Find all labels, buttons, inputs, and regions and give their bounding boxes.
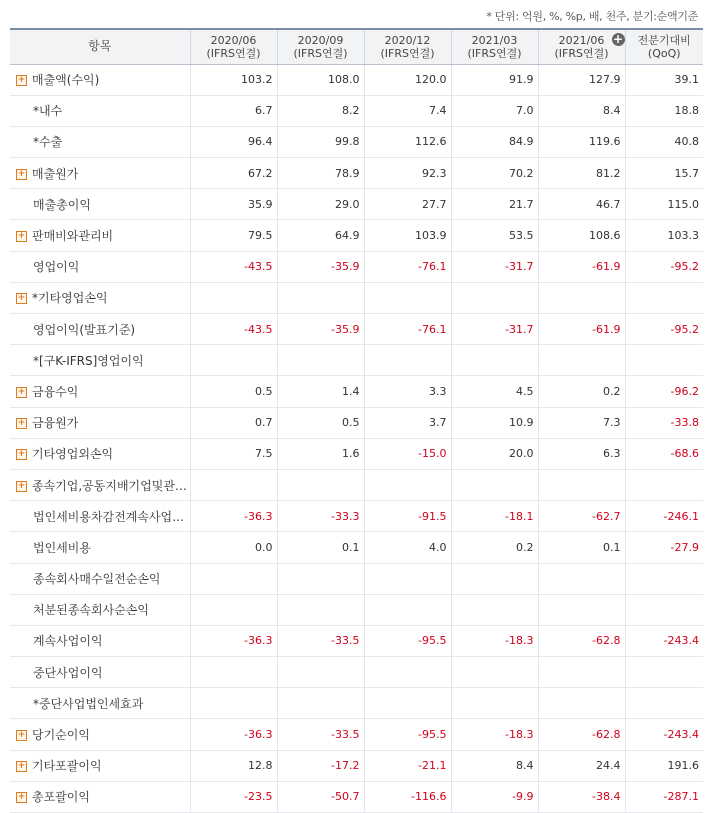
value-cell: 53.5: [451, 220, 538, 251]
value-cell: 70.2: [451, 158, 538, 189]
row-label: 법인세비용: [33, 540, 91, 555]
value-cell: -287.1: [625, 781, 703, 812]
expand-plus-icon[interactable]: +: [17, 480, 26, 491]
qoq-column-header: + 전분기대비 (QoQ): [625, 29, 703, 64]
value-cell: -95.5: [364, 625, 451, 656]
value-cell: -243.4: [625, 625, 703, 656]
value-cell: -36.3: [190, 719, 277, 750]
value-cell: 108.6: [538, 220, 625, 251]
value-cell: -76.1: [364, 251, 451, 282]
value-cell: 0.5: [190, 376, 277, 407]
value-cell: -95.5: [364, 719, 451, 750]
value-cell: 103.3: [625, 220, 703, 251]
row-label: 금융원가: [32, 416, 79, 431]
row-label: 법인세비용차감전계속사업…: [33, 509, 185, 524]
table-row: [10, 251, 703, 282]
financial-table-container: [10, 28, 703, 813]
value-cell: [190, 563, 277, 594]
table-row: [10, 750, 703, 781]
value-cell: [451, 282, 538, 313]
value-cell: 39.1: [625, 64, 703, 95]
value-cell: -62.8: [538, 625, 625, 656]
row-label-cell: [10, 126, 190, 157]
value-cell: -18.3: [451, 719, 538, 750]
value-cell: 99.8: [277, 126, 364, 157]
expand-plus-icon[interactable]: +: [17, 231, 26, 242]
table-row: [10, 469, 703, 500]
row-label: 기타포괄이익: [32, 759, 102, 774]
unit-note: * 단위: 억원, %, %p, 배, 천주, 분기:순액기준: [486, 10, 698, 23]
row-label-cell: [10, 594, 190, 625]
table-row: [10, 314, 703, 345]
value-cell: [625, 657, 703, 688]
value-cell: 24.4: [538, 750, 625, 781]
value-cell: -36.3: [190, 501, 277, 532]
value-cell: -15.0: [364, 438, 451, 469]
row-label: 기타영업외손익: [32, 447, 114, 462]
value-cell: -9.9: [451, 781, 538, 812]
row-label-cell: [10, 501, 190, 532]
period-column-header: 2020/06 (IFRS연결): [190, 29, 277, 64]
value-cell: [538, 688, 625, 719]
row-label: 총포괄이익: [32, 790, 90, 805]
value-cell: 6.7: [190, 95, 277, 126]
value-cell: 20.0: [451, 438, 538, 469]
period-column-header: 2021/06 (IFRS연결): [538, 29, 625, 64]
row-label: 매출원가: [32, 166, 79, 181]
value-cell: 108.0: [277, 64, 364, 95]
value-cell: -35.9: [277, 314, 364, 345]
row-label: 계속사업이익: [33, 634, 103, 649]
row-label-cell: [10, 625, 190, 656]
value-cell: [451, 469, 538, 500]
value-cell: [190, 657, 277, 688]
value-cell: -95.2: [625, 314, 703, 345]
value-cell: 27.7: [364, 189, 451, 220]
value-cell: 64.9: [277, 220, 364, 251]
expand-plus-icon[interactable]: +: [17, 761, 26, 772]
value-cell: 0.5: [277, 407, 364, 438]
table-row: [10, 189, 703, 220]
row-label: *수출: [33, 135, 63, 150]
value-cell: 4.0: [364, 532, 451, 563]
value-cell: [277, 469, 364, 500]
value-cell: [277, 282, 364, 313]
table-row: [10, 501, 703, 532]
value-cell: -38.4: [538, 781, 625, 812]
value-cell: 92.3: [364, 158, 451, 189]
value-cell: [277, 657, 364, 688]
value-cell: 8.4: [538, 95, 625, 126]
value-cell: -43.5: [190, 314, 277, 345]
row-label-cell: [10, 95, 190, 126]
value-cell: 6.3: [538, 438, 625, 469]
value-cell: -116.6: [364, 781, 451, 812]
row-label-cell: [10, 314, 190, 345]
value-cell: [538, 594, 625, 625]
value-cell: 0.7: [190, 407, 277, 438]
value-cell: 0.2: [538, 376, 625, 407]
value-cell: 4.5: [451, 376, 538, 407]
value-cell: -76.1: [364, 314, 451, 345]
row-label-cell: [10, 189, 190, 220]
value-cell: -31.7: [451, 314, 538, 345]
value-cell: -62.7: [538, 501, 625, 532]
value-cell: [364, 282, 451, 313]
value-cell: [277, 345, 364, 376]
row-label: 금융수익: [32, 384, 79, 399]
value-cell: 91.9: [451, 64, 538, 95]
value-cell: 103.9: [364, 220, 451, 251]
value-cell: 0.1: [277, 532, 364, 563]
table-header-row: [10, 29, 703, 64]
expand-plus-icon[interactable]: +: [17, 449, 26, 460]
table-row: [10, 532, 703, 563]
row-label: 판매비와관리비: [32, 229, 114, 244]
expand-plus-icon[interactable]: +: [17, 792, 26, 803]
row-label-cell[interactable]: [10, 719, 190, 750]
table-row: [10, 407, 703, 438]
value-cell: [538, 563, 625, 594]
value-cell: [538, 282, 625, 313]
value-cell: [538, 345, 625, 376]
value-cell: [451, 563, 538, 594]
value-cell: -35.9: [277, 251, 364, 282]
value-cell: [364, 657, 451, 688]
value-cell: 119.6: [538, 126, 625, 157]
value-cell: [451, 345, 538, 376]
table-row: [10, 594, 703, 625]
period-column-header: 2021/03 (IFRS연결): [451, 29, 538, 64]
value-cell: 12.8: [190, 750, 277, 781]
row-label-cell[interactable]: [10, 158, 190, 189]
value-cell: 78.9: [277, 158, 364, 189]
value-cell: 7.3: [538, 407, 625, 438]
table-row: [10, 563, 703, 594]
table-row: [10, 126, 703, 157]
row-label-cell[interactable]: [10, 282, 190, 313]
value-cell: [364, 345, 451, 376]
value-cell: 35.9: [190, 189, 277, 220]
value-cell: 0.1: [538, 532, 625, 563]
value-cell: -33.5: [277, 719, 364, 750]
value-cell: [538, 657, 625, 688]
value-cell: 103.2: [190, 64, 277, 95]
table-row: [10, 719, 703, 750]
value-cell: -61.9: [538, 251, 625, 282]
value-cell: [364, 594, 451, 625]
row-label-cell: [10, 657, 190, 688]
value-cell: [364, 688, 451, 719]
row-label-cell: [10, 532, 190, 563]
value-cell: [625, 282, 703, 313]
value-cell: -43.5: [190, 251, 277, 282]
value-cell: -246.1: [625, 501, 703, 532]
value-cell: 115.0: [625, 189, 703, 220]
value-cell: -27.9: [625, 532, 703, 563]
value-cell: -243.4: [625, 719, 703, 750]
value-cell: 7.4: [364, 95, 451, 126]
value-cell: 10.9: [451, 407, 538, 438]
value-cell: -18.1: [451, 501, 538, 532]
value-cell: [190, 594, 277, 625]
value-cell: [625, 469, 703, 500]
row-label: 당기순이익: [32, 728, 90, 743]
row-label-cell: [10, 563, 190, 594]
value-cell: -18.3: [451, 625, 538, 656]
row-label-cell[interactable]: [10, 781, 190, 812]
table-row: [10, 158, 703, 189]
value-cell: -68.6: [625, 438, 703, 469]
period-column-header: 2020/12 (IFRS연결): [364, 29, 451, 64]
row-label-cell[interactable]: [10, 407, 190, 438]
row-label-cell: [10, 345, 190, 376]
value-cell: 0.2: [451, 532, 538, 563]
value-cell: -21.1: [364, 750, 451, 781]
row-label: *중단사업법인세효과: [33, 696, 144, 711]
row-label: 종속기업,공동지배기업및관…: [32, 478, 187, 493]
expand-plus-icon[interactable]: +: [17, 293, 26, 304]
row-label: *기타영업손익: [32, 291, 108, 306]
row-label-cell[interactable]: [10, 438, 190, 469]
value-cell: [625, 345, 703, 376]
row-label: *내수: [33, 104, 63, 119]
value-cell: 84.9: [451, 126, 538, 157]
row-label: 영업이익(발표기준): [33, 322, 136, 337]
value-cell: 67.2: [190, 158, 277, 189]
value-cell: -33.5: [277, 625, 364, 656]
row-label: 종속회사매수일전순손익: [33, 572, 161, 587]
table-row: [10, 625, 703, 656]
value-cell: [538, 469, 625, 500]
value-cell: 29.0: [277, 189, 364, 220]
value-cell: [451, 657, 538, 688]
value-cell: -17.2: [277, 750, 364, 781]
row-label-cell: [10, 251, 190, 282]
table-row: [10, 220, 703, 251]
value-cell: 15.7: [625, 158, 703, 189]
value-cell: 127.9: [538, 64, 625, 95]
row-label: 매출총이익: [33, 197, 91, 212]
value-cell: 3.7: [364, 407, 451, 438]
value-cell: -95.2: [625, 251, 703, 282]
row-label-cell[interactable]: [10, 220, 190, 251]
table-row: [10, 376, 703, 407]
expand-plus-icon[interactable]: +: [17, 730, 26, 741]
value-cell: 46.7: [538, 189, 625, 220]
row-label-cell[interactable]: [10, 64, 190, 95]
value-cell: [277, 563, 364, 594]
table-row: [10, 781, 703, 812]
value-cell: -61.9: [538, 314, 625, 345]
table-row: [10, 64, 703, 95]
value-cell: 96.4: [190, 126, 277, 157]
value-cell: -23.5: [190, 781, 277, 812]
expand-plus-icon[interactable]: +: [17, 386, 26, 397]
value-cell: 40.8: [625, 126, 703, 157]
value-cell: [190, 469, 277, 500]
expand-plus-icon[interactable]: +: [17, 75, 26, 86]
value-cell: [364, 563, 451, 594]
value-cell: [625, 563, 703, 594]
table-row: [10, 438, 703, 469]
table-body: [10, 64, 703, 813]
value-cell: 7.0: [451, 95, 538, 126]
value-cell: 8.4: [451, 750, 538, 781]
value-cell: 79.5: [190, 220, 277, 251]
value-cell: 1.4: [277, 376, 364, 407]
row-label-cell[interactable]: [10, 750, 190, 781]
value-cell: -91.5: [364, 501, 451, 532]
add-column-icon[interactable]: +: [612, 32, 624, 46]
value-cell: -33.8: [625, 407, 703, 438]
row-label-cell[interactable]: [10, 469, 190, 500]
value-cell: [451, 594, 538, 625]
item-column-header: 항목: [10, 29, 190, 64]
value-cell: 8.2: [277, 95, 364, 126]
value-cell: 120.0: [364, 64, 451, 95]
value-cell: -96.2: [625, 376, 703, 407]
value-cell: -33.3: [277, 501, 364, 532]
row-label: 처분된종속회사순손익: [33, 603, 149, 618]
row-label: 매출액(수익): [32, 73, 100, 88]
value-cell: [625, 688, 703, 719]
value-cell: 3.3: [364, 376, 451, 407]
value-cell: 81.2: [538, 158, 625, 189]
table-row: [10, 95, 703, 126]
value-cell: -50.7: [277, 781, 364, 812]
table-row: [10, 282, 703, 313]
value-cell: 18.8: [625, 95, 703, 126]
value-cell: 112.6: [364, 126, 451, 157]
value-cell: 7.5: [190, 438, 277, 469]
row-label: 중단사업이익: [33, 665, 103, 680]
value-cell: [625, 594, 703, 625]
value-cell: [277, 688, 364, 719]
table-row: [10, 657, 703, 688]
value-cell: -62.8: [538, 719, 625, 750]
table-row: [10, 345, 703, 376]
value-cell: [451, 688, 538, 719]
expand-plus-icon[interactable]: +: [17, 418, 26, 429]
expand-plus-icon[interactable]: +: [17, 168, 26, 179]
value-cell: -31.7: [451, 251, 538, 282]
financial-table: [10, 28, 703, 813]
value-cell: [190, 345, 277, 376]
value-cell: [190, 282, 277, 313]
value-cell: [277, 594, 364, 625]
period-column-header: 2020/09 (IFRS연결): [277, 29, 364, 64]
value-cell: [364, 469, 451, 500]
row-label: 영업이익: [33, 260, 80, 275]
row-label-cell[interactable]: [10, 376, 190, 407]
value-cell: 1.6: [277, 438, 364, 469]
table-row: [10, 688, 703, 719]
value-cell: 191.6: [625, 750, 703, 781]
value-cell: [190, 688, 277, 719]
value-cell: -36.3: [190, 625, 277, 656]
row-label: *[구K-IFRS]영업이익: [33, 353, 144, 368]
row-label-cell: [10, 688, 190, 719]
value-cell: 0.0: [190, 532, 277, 563]
value-cell: 21.7: [451, 189, 538, 220]
